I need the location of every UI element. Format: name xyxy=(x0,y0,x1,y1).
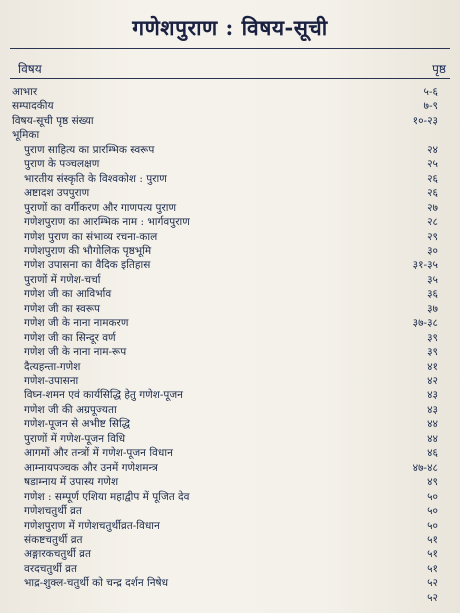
toc-entry-page: ४३ xyxy=(427,389,438,402)
toc-entry-title: आम्नायपञ्चक और उनमें गणेशमन्त्र xyxy=(24,461,158,474)
toc-entry-title: दैत्यहन्ता-गणेश xyxy=(24,360,81,373)
toc-entry-page: ५२ xyxy=(427,577,438,590)
toc-entry-title: भूमिका xyxy=(12,129,40,142)
toc-entry-page: ५१ xyxy=(427,562,438,575)
toc-entry-page: २९ xyxy=(427,230,438,243)
toc-entry-title: आगमों और तन्त्रों में गणेश-पूजन विधान xyxy=(24,447,173,460)
toc-entry-page: ४३ xyxy=(427,403,438,416)
toc-entry-title: गणेश जी की अग्रपूज्यता xyxy=(24,403,117,416)
toc-entry-title: गणेश जी का सिन्दूर वर्ण xyxy=(24,331,116,344)
toc-entry-page: २६ xyxy=(427,187,438,200)
top-rule xyxy=(10,48,450,49)
toc-entry-page: २६ xyxy=(427,172,438,185)
toc-entry-page: २७ xyxy=(427,201,438,214)
toc-entry-page: ३९ xyxy=(427,346,438,359)
toc-entry-title: गणेश : सम्पूर्ण एशिया महाद्वीप में पूजित देव xyxy=(24,490,190,503)
toc-entry-page: ३९ xyxy=(427,331,438,344)
toc-entry-title: गणेशचतुर्थी व्रत xyxy=(24,505,82,518)
toc-entry-page: ५२ xyxy=(427,591,438,604)
toc-entry-title: अष्टादश उपपुराण xyxy=(24,187,90,200)
subject-column-header: विषय xyxy=(18,62,42,76)
toc-entry-title: विघ्न-शमन एवं कार्यसिद्धि हेतु गणेश-पूजन xyxy=(24,389,183,402)
toc-entry-title: वरदचतुर्थी व्रत xyxy=(24,562,77,575)
toc-entry-page: ४४ xyxy=(427,418,438,431)
toc-entry-title: अङ्गारकचतुर्थी व्रत xyxy=(24,548,91,561)
toc-entry-title: गणेश उपासना का वैदिक इतिहास xyxy=(24,259,151,272)
toc-entry-title: गणेश जी के नाना नाम-रूप xyxy=(24,346,127,359)
toc-entry-page: २८ xyxy=(427,216,438,229)
toc-entry-page: ४१ xyxy=(427,360,438,373)
toc-entry-title: पुराणों में गणेश-पूजन विधि xyxy=(24,432,126,445)
toc-entry-title: विषय-सूची पृष्ठ संख्या xyxy=(12,114,94,127)
toc-entry-title: गणेश पुराण का संभाव्य रचना-काल xyxy=(24,230,158,243)
toc-entry-page: ३१-३५ xyxy=(412,259,438,272)
toc-entry-title: संकष्टचतुर्थी व्रत xyxy=(24,533,83,546)
toc-entry-title: गणेश जी के नाना नामकरण xyxy=(24,317,129,330)
toc-entry-title: गणेश जी का आविर्भाव xyxy=(24,288,112,301)
header-rule xyxy=(10,78,450,79)
toc-entry-page: ५१ xyxy=(427,548,438,561)
toc-entry-title: सम्पादकीय xyxy=(12,100,54,113)
toc-entry-page: ४४ xyxy=(427,432,438,445)
table-header xyxy=(10,58,450,78)
toc-entry-page: ५० xyxy=(427,490,438,503)
toc-entry-page: ४७-४८ xyxy=(412,461,438,474)
toc-entry-page: ७-९ xyxy=(423,100,438,113)
toc-entry-page: ३६ xyxy=(427,288,438,301)
toc-entry-page: ५१ xyxy=(427,533,438,546)
toc-entry-page: १०-२३ xyxy=(412,114,438,127)
toc-entry-page: ५० xyxy=(427,519,438,532)
toc-entry-title: पुराण साहित्य का प्रारम्भिक स्वरूप xyxy=(24,143,155,156)
page-column-header: पृष्ठ xyxy=(432,62,446,76)
toc-entry-page: ४६ xyxy=(427,447,438,460)
toc-entry-page: ३७ xyxy=(427,302,438,315)
toc-entry-title: षडाम्नाय में उपास्य गणेश xyxy=(24,476,119,489)
toc-entry-page: २४ xyxy=(427,143,438,156)
toc-entry-title: आभार xyxy=(12,86,38,98)
page-title: गणेशपुराण : विषय-सूची xyxy=(132,15,328,40)
toc-entry-title: गणेशपुराण की भौगोलिक पृष्ठभूमि xyxy=(24,244,152,257)
toc-entry-title: पुराण के पञ्चलक्षण xyxy=(24,158,100,171)
toc-entry-title: पुराणों का वर्गीकरण और गाणपत्य पुराण xyxy=(24,201,177,214)
toc-entry-page: ३० xyxy=(427,244,438,257)
toc-entry-page: ३५ xyxy=(427,273,438,286)
toc-entry-page: ५-६ xyxy=(423,86,438,98)
toc-entry-title: गणेश-उपासना xyxy=(24,375,79,387)
toc-entry-title: गणेश-पूजन से अभीष्ट सिद्धि xyxy=(24,418,131,431)
toc-entry-page: ४९ xyxy=(427,476,438,489)
toc-entry-title: गणेशपुराण का आरम्भिक नाम : भार्गवपुराण xyxy=(24,216,190,229)
toc-entry-title: गणेश जी का स्वरूप xyxy=(24,302,100,315)
toc-entry-title: पुराणों में गणेश-चर्चा xyxy=(24,273,101,286)
toc-entry-page: ४२ xyxy=(427,375,438,387)
toc-entry-title: भाद्र-शुक्ल-चतुर्थी को चन्द्र दर्शन निषेध xyxy=(24,577,169,590)
toc-entry xyxy=(24,590,438,606)
toc-entry-page: २५ xyxy=(427,158,438,171)
toc-entry-title: भारतीय संस्कृति के विश्वकोश : पुराण xyxy=(24,172,167,185)
toc-entry-title: गणेशपुराण में गणेशचतुर्थीव्रत-विधान xyxy=(24,519,160,532)
toc-entry-page: ३७-३८ xyxy=(412,317,438,330)
toc-entry-page: ५० xyxy=(427,505,438,518)
